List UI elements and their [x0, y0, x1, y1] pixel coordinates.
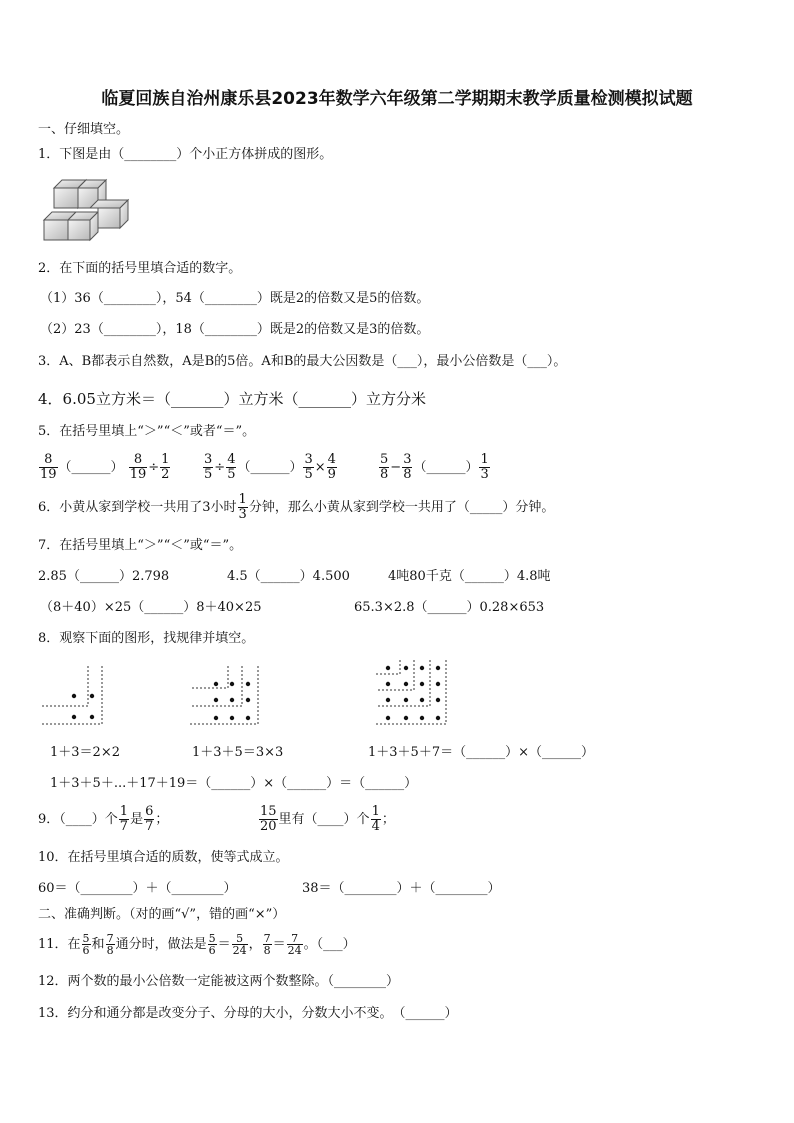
question-9-b: $\frac{15}{20}$ 里有（____）个 $\frac{1}{4}$ ；	[260, 804, 395, 834]
question-10: 10．在括号里填合适的质数，使等式成立。	[38, 850, 289, 865]
section-1-heading: 一、仔细填空。	[38, 122, 130, 137]
question-10-a: 60＝（________）＋（________）	[38, 881, 237, 896]
question-1: 1．下图是由（________）个小正方体拼成的图形。	[38, 147, 333, 162]
question-7-row1-b: 4.5（______）4.500	[227, 569, 350, 584]
question-4: 4．6.05立方米＝（_______）立方米（_______）立方分米	[38, 390, 426, 408]
question-12: 12．两个数的最小公倍数一定能被这两个数整除。（________）	[38, 974, 400, 989]
cube-figure	[40, 176, 132, 242]
question-8-eq-4: 1＋3＋5＋...＋17＋19＝（______）×（______）＝（______）	[50, 776, 418, 791]
page-title: 临夏回族自治州康乐县2023年数学六年级第二学期期末教学质量检测模拟试题	[101, 89, 693, 109]
question-5: 5．在括号里填上“＞”“＜”或者“＝”。	[38, 424, 256, 439]
question-6: 6．小黄从家到学校一共用了3小时 $\frac{1}{3}$ 分钟，那么小黄从家到学校一共用了（_____）分钟。	[38, 492, 555, 522]
question-8-eq-2: 1＋3＋5＝3×3	[192, 745, 284, 760]
question-5-item-3: $\frac{5}{8}$ − $\frac{3}{8}$ （______） $\frac{1}{3}$	[380, 452, 489, 482]
question-10-b: 38＝（________）＋（________）	[302, 881, 501, 896]
question-7: 7．在括号里填上“＞”“＜”或“＝”。	[38, 538, 243, 553]
question-13: 13．约分和通分都是改变分子、分母的大小，分数大小不变。 （______）	[38, 1006, 458, 1021]
question-3: 3．A、B都表示自然数，A是B的5倍。A和B的最大公因数是（___），最小公倍数是（___）。	[38, 354, 567, 369]
question-2-1: （1）36（________），54（________）既是2的倍数又是5的倍数。	[40, 291, 430, 306]
question-7-row2-b: 65.3×2.8（______）0.28×653	[354, 600, 545, 615]
question-5-item-1: $\frac{8}{19}$ （______） $\frac{8}{19}$ ÷ $\frac{1}{2}$	[40, 452, 170, 482]
question-11: 11．在 $\frac{5}{6}$ 和 $\frac{7}{8}$ 通分时，做法是 $\frac{5}{6}$ ＝ $\frac{5}{24}$ ， $\frac{7}{8}$ ＝ $\frac{7}{24}$ 。（___）	[38, 932, 356, 957]
question-7-row1-c: 4吨80千克（______）4.8吨	[388, 569, 551, 584]
dot-figure-3	[374, 656, 458, 734]
question-5-item-2: $\frac{3}{5}$ ÷ $\frac{4}{5}$ （______） $\frac{3}{5}$ × $\frac{4}{9}$	[204, 452, 336, 482]
dot-figure-2	[188, 662, 268, 734]
question-7-row2-a: （8＋40）×25（______）8＋40×25	[40, 600, 262, 615]
question-7-row1-a: 2.85（______）2.798	[38, 569, 170, 584]
dot-figure-1	[38, 662, 108, 734]
question-9-a: 9．（____）个 $\frac{1}{7}$ 是 $\frac{6}{7}$ ；	[38, 804, 169, 834]
question-8-eq-1: 1＋3＝2×2	[50, 745, 120, 760]
question-8: 8．观察下面的图形，找规律并填空。	[38, 631, 255, 646]
question-8-eq-3: 1＋3＋5＋7＝（______）×（______）	[368, 745, 594, 760]
question-2-2: （2）23（________），18（________）既是2的倍数又是3的倍数。	[40, 322, 430, 337]
section-2-heading: 二、准确判断。（对的画“√”，错的画“×”）	[38, 907, 286, 922]
question-2: 2．在下面的括号里填合适的数字。	[38, 261, 242, 276]
